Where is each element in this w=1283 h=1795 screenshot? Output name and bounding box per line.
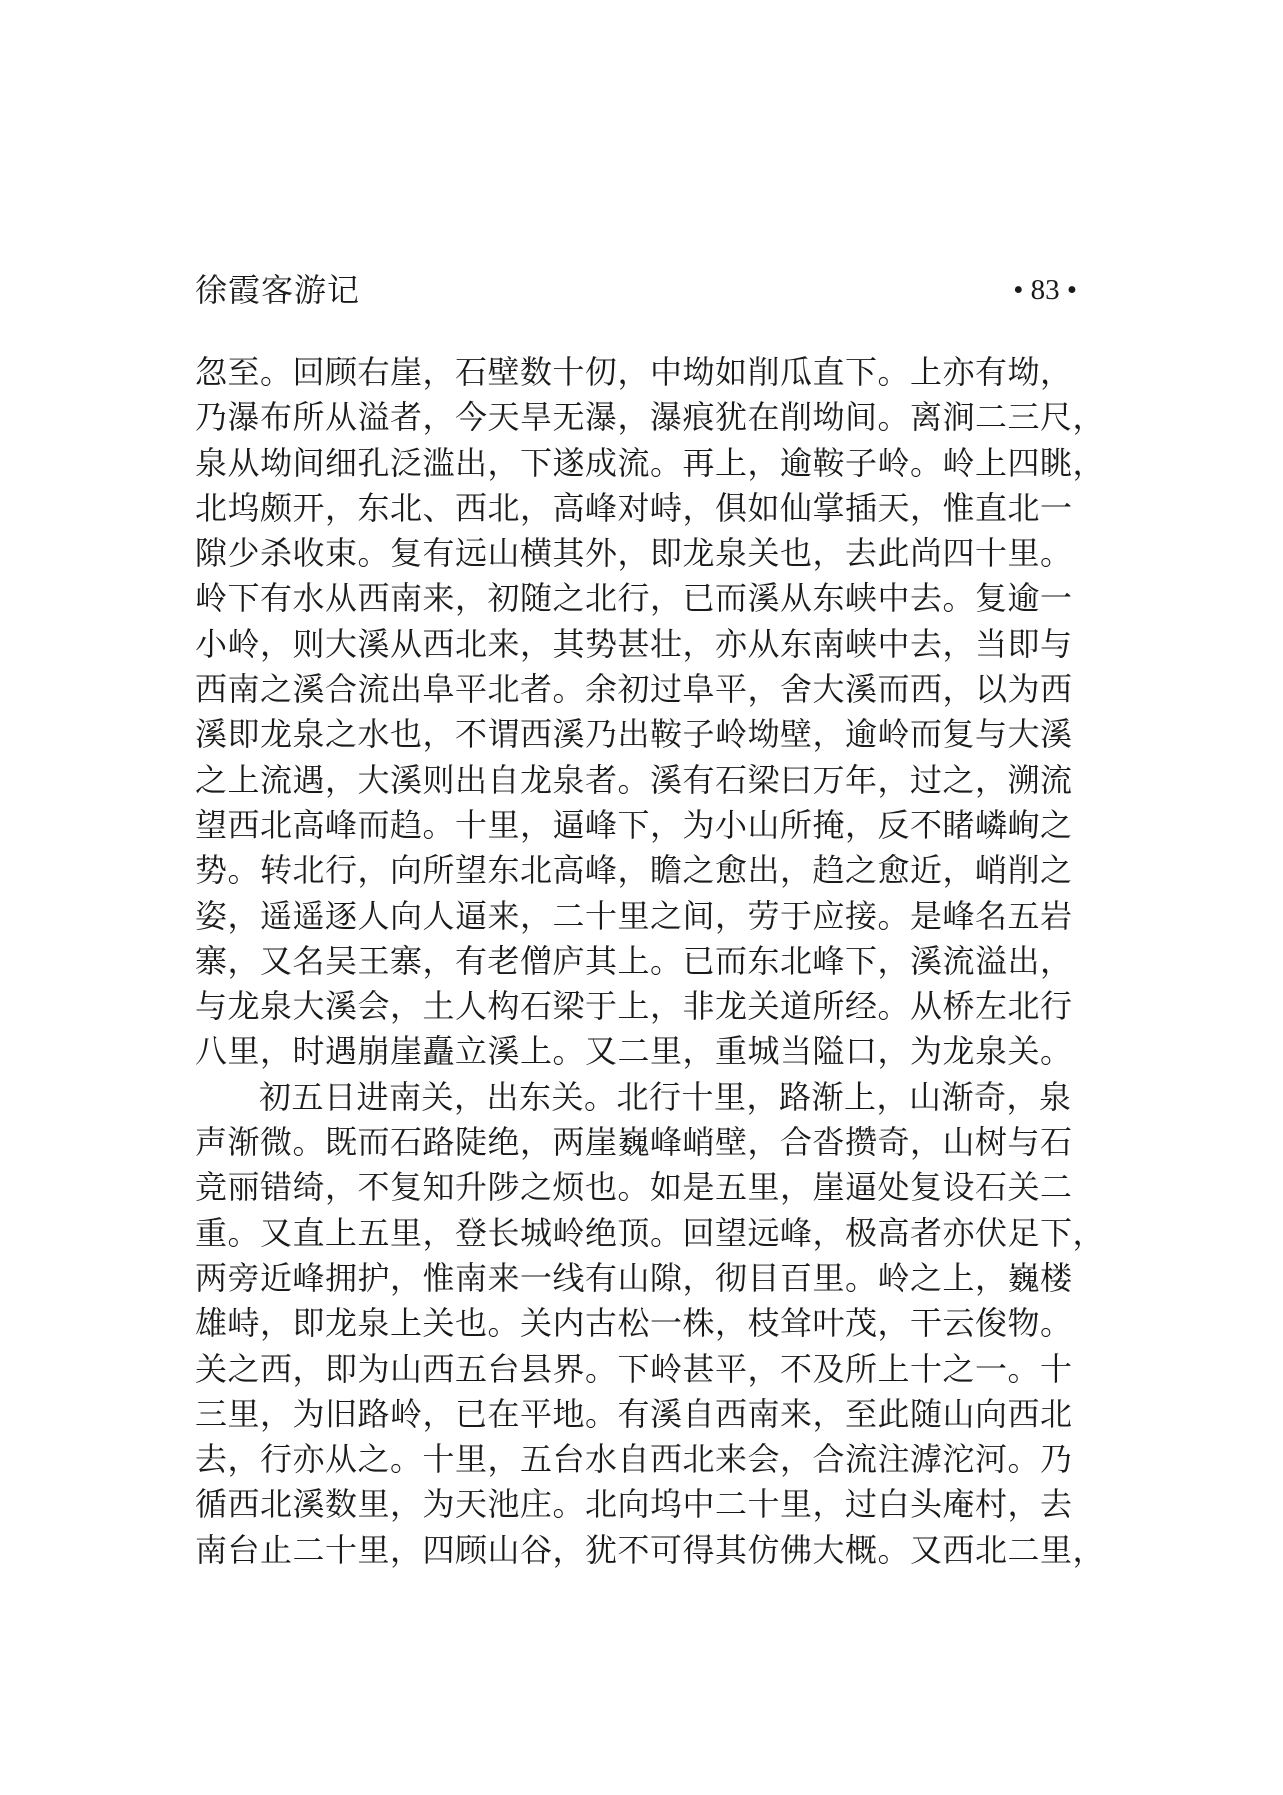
text-line: 雄峙，即龙泉上关也。关内古松一株，枝耸叶茂，干云俊物。 [195, 1304, 1073, 1343]
text-line: 乃瀑布所从溢者，今天旱无瀑，瀑痕犹在削坳间。离涧二三尺， [195, 398, 1106, 437]
page-header [195, 268, 1087, 312]
body-text [195, 350, 1106, 1573]
text-line: 去，行亦从之。十里，五台水自西北来会，合流注滹沱河。乃 [195, 1440, 1073, 1479]
text-line: 望西北高峰而趋。十里，逼峰下，为小山所掩，反不睹嶙峋之 [195, 805, 1073, 844]
text-line: 两旁近峰拥护，惟南来一线有山隙，彻目百里。岭之上，巍楼 [195, 1258, 1073, 1297]
text-line: 北坞颇开，东北、西北，高峰对峙，俱如仙掌插天，惟直北一 [195, 488, 1073, 527]
text-line: 关之西，即为山西五台县界。下岭甚平，不及所上十之一。十 [195, 1349, 1073, 1388]
text-line: 声渐微。既而石路陡绝，两崖巍峰峭壁，合沓攒奇，山树与石 [195, 1123, 1073, 1162]
text-line: 隙少杀收束。复有远山横其外，即龙泉关也，去此尚四十里。 [195, 534, 1073, 573]
text-line: 之上流遇，大溪则出自龙泉者。溪有石梁曰万年，过之，溯流 [195, 760, 1073, 799]
book-title: 徐霞客游记 [195, 271, 361, 309]
text-line: 忽至。回顾右崖，石壁数十仞，中坳如削瓜直下。上亦有坳， [195, 353, 1073, 391]
text-line: 寨，又名吴王寨，有老僧庐其上。已而东北峰下，溪流溢出， [195, 941, 1073, 980]
text-line: 重。又直上五里，登长城岭绝顶。回望远峰，极高者亦伏足下， [195, 1213, 1106, 1252]
text-line: 小岭，则大溪从西北来，其势甚壮，亦从东南峡中去，当即与 [195, 624, 1073, 663]
text-line: 八里，时遇崩崖矗立溪上。又二里，重城当隘口，为龙泉关。 [195, 1032, 1073, 1071]
text-line: 西南之溪合流出阜平北者。余初过阜平，舍大溪而西，以为西 [195, 670, 1073, 709]
text-line: 竞丽错绮，不复知升陟之烦也。如是五里，崖逼处复设石关二 [195, 1168, 1073, 1207]
text-line: 姿，遥遥逐人向人逼来，二十里之间，劳于应接。是峰名五岩 [195, 896, 1073, 935]
text-line: 溪即龙泉之水也，不谓西溪乃出鞍子岭坳壁，逾岭而复与大溪 [195, 715, 1073, 754]
text-line: 泉从坳间细孔泛滥出，下遂成流。再上，逾鞍子岭。岭上四眺， [195, 443, 1106, 482]
text-line: 南台止二十里，四顾山谷，犹不可得其仿佛大概。又西北二里， [195, 1530, 1106, 1569]
text-line: 与龙泉大溪会，土人构石梁于上，非龙关道所经。从桥左北行 [195, 987, 1073, 1026]
text-line: 势。转北行，向所望东北高峰，瞻之愈出，趋之愈近，峭削之 [195, 851, 1073, 890]
text-line: 三里，为旧路岭，已在平地。有溪自西南来，至此随山向西北 [195, 1394, 1073, 1433]
paragraph-start-line: 初五日进南关，出东关。北行十里，路渐上，山渐奇，泉 [259, 1077, 1072, 1116]
text-line: 循西北溪数里，为天池庄。北向坞中二十里，过白头庵村，去 [195, 1485, 1073, 1524]
page-number: • 83 • [1013, 274, 1077, 306]
text-line: 岭下有水从西南来，初随之北行，已而溪从东峡中去。复逾一 [195, 579, 1073, 618]
